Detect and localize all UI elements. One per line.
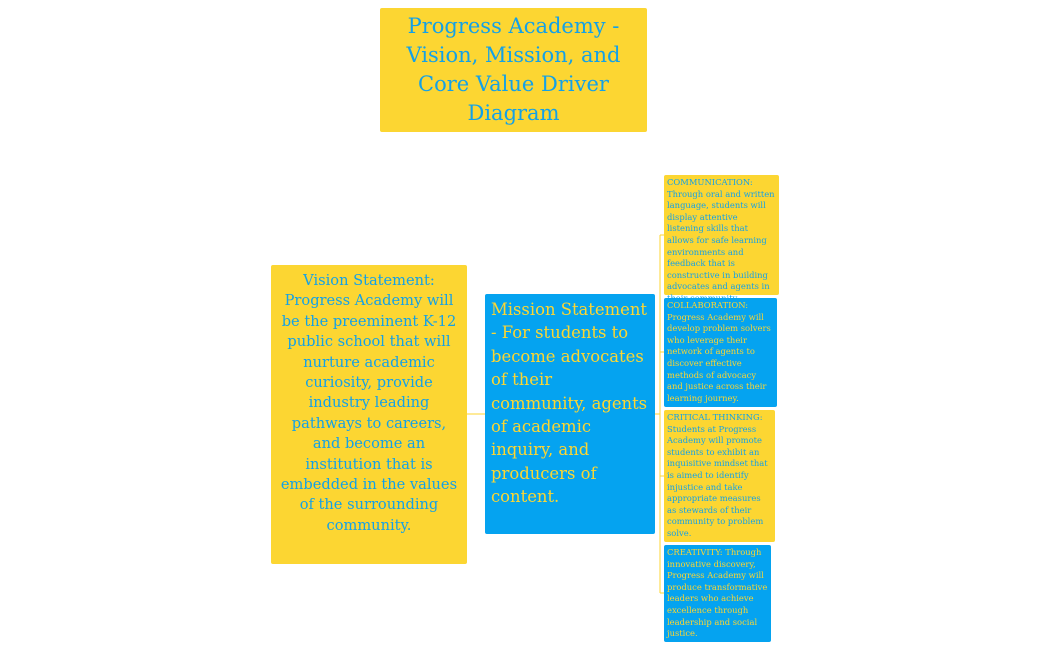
vision-statement-text: Vision Statement: Progress Academy will be the preeminent K-12 public school that will nurture academic curiosity, provide industry leading pathways to careers, and become an institution that is embedded in the values of the surrounding community.	[280, 272, 458, 534]
core-value-creativity-text: CREATIVITY: Through innovative discovery, Progress Academy will produce transformative leaders who achieve excellence through leadership and social justice.	[667, 547, 768, 639]
mission-statement-node[interactable]	[485, 294, 655, 534]
core-value-collaboration-text: COLLABORATION: Progress Academy will develop problem solvers who leverage their network of agents to discover effective methods of advocacy and justice across their learning journey.	[667, 300, 771, 403]
core-value-communication-text: COMMUNICATION: Through oral and written language, students will display attentive listening skills that allows for safe learning environments and feedback that is constructive in building advocates and agents in	[667, 177, 775, 292]
mission-statement-text: Mission Statement - For students to become advocates of their community, agents of academic inquiry, and producers of content.	[491, 300, 648, 507]
core-value-communication-node[interactable]	[664, 175, 779, 295]
diagram-title-node[interactable]	[380, 8, 647, 132]
diagram-title: Progress Academy - Vision, Mission, and Core Value Driver Diagram	[406, 14, 621, 125]
core-value-collaboration-node[interactable]	[664, 298, 777, 407]
vision-statement-node[interactable]	[271, 265, 467, 564]
core-value-critical-thinking-node[interactable]	[664, 410, 775, 542]
core-value-critical-thinking-text: CRITICAL THINKING: Students at Progress Academy will promote students to exhibit an inquisitive mindset that is aimed to identify injustice and take appropriate measures as stewards of their community to problem solve.	[667, 412, 768, 538]
core-value-creativity-node[interactable]	[664, 545, 771, 642]
